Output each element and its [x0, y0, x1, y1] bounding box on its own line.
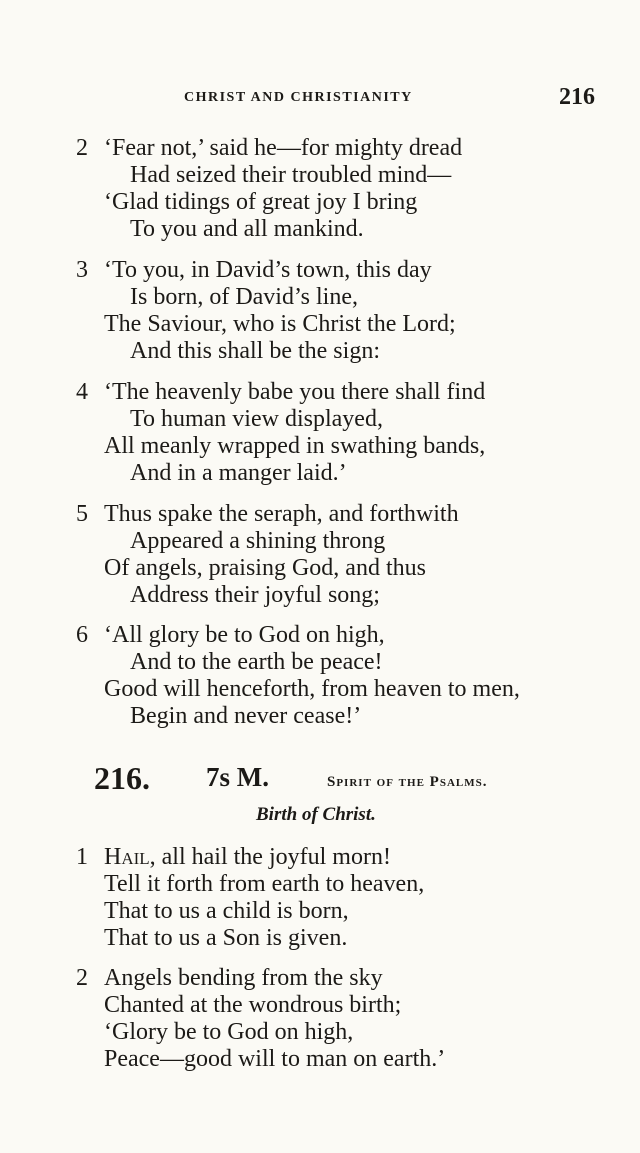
stanza-number: 5	[76, 501, 88, 527]
verse-line: Address their joyful song;	[130, 582, 380, 608]
verse-line: ‘All glory be to God on high,	[104, 622, 385, 648]
verse-line: Good will henceforth, from heaven to men,	[104, 676, 520, 702]
verse-line: Chanted at the wondrous birth;	[104, 992, 402, 1018]
hymn-source: Spirit of the Psalms.	[327, 774, 488, 790]
verse-line: To human view displayed,	[130, 406, 383, 432]
verse-line: Angels bending from the sky	[104, 965, 383, 991]
verse-line: To you and all mankind.	[130, 216, 364, 242]
verse-line: ‘The heavenly babe you there shall find	[104, 379, 486, 405]
verse-line: That to us a Son is given.	[104, 925, 348, 951]
stanza-number: 6	[76, 622, 88, 648]
hymn-heading	[0, 760, 640, 800]
drop-word: Hail	[104, 844, 150, 870]
verse-line: Begin and never cease!’	[130, 703, 362, 729]
hymn-title: Birth of Christ.	[256, 804, 376, 825]
verse-line: Appeared a shining throng	[130, 528, 386, 554]
verse-line: And in a manger laid.’	[130, 460, 347, 486]
hymn-number: 216.	[94, 760, 150, 796]
page-number: 216	[559, 84, 595, 110]
stanza-number: 4	[76, 379, 88, 405]
verse-line: ‘Glad tidings of great joy I bring	[104, 189, 418, 215]
verse-line: And to the earth be peace!	[130, 649, 383, 675]
verse-line: And this shall be the sign:	[130, 338, 380, 364]
page-header	[0, 84, 640, 114]
verse-line: ‘Fear not,’ said he—for mighty dread	[104, 135, 463, 161]
verse-line: That to us a child is born,	[104, 898, 349, 924]
stanza-number: 1	[76, 844, 88, 870]
verse-line: Thus spake the seraph, and forthwith	[104, 501, 459, 527]
hymn-meter: 7s M.	[206, 762, 269, 792]
verse-line: The Saviour, who is Christ the Lord;	[104, 311, 456, 337]
running-head: CHRIST AND CHRISTIANITY	[184, 90, 413, 105]
stanza-number: 2	[76, 965, 88, 991]
verse-line	[104, 843, 391, 871]
verse-line: All meanly wrapped in swathing bands,	[104, 433, 486, 459]
verse-line: Is born, of David’s line,	[130, 284, 358, 310]
verse-line: Of angels, praising God, and thus	[104, 555, 426, 581]
stanza-number: 3	[76, 257, 88, 283]
verse-line: Peace—good will to man on earth.’	[104, 1046, 446, 1072]
verse-line: Had seized their troubled mind—	[130, 162, 452, 188]
stanza-number: 2	[76, 135, 88, 161]
verse-line-rest: , all hail the joyful morn!	[149, 844, 391, 870]
verse-line: ‘To you, in David’s town, this day	[104, 257, 432, 283]
verse-line: ‘Glory be to God on high,	[104, 1019, 354, 1045]
verse-line: Tell it forth from earth to heaven,	[104, 871, 425, 897]
